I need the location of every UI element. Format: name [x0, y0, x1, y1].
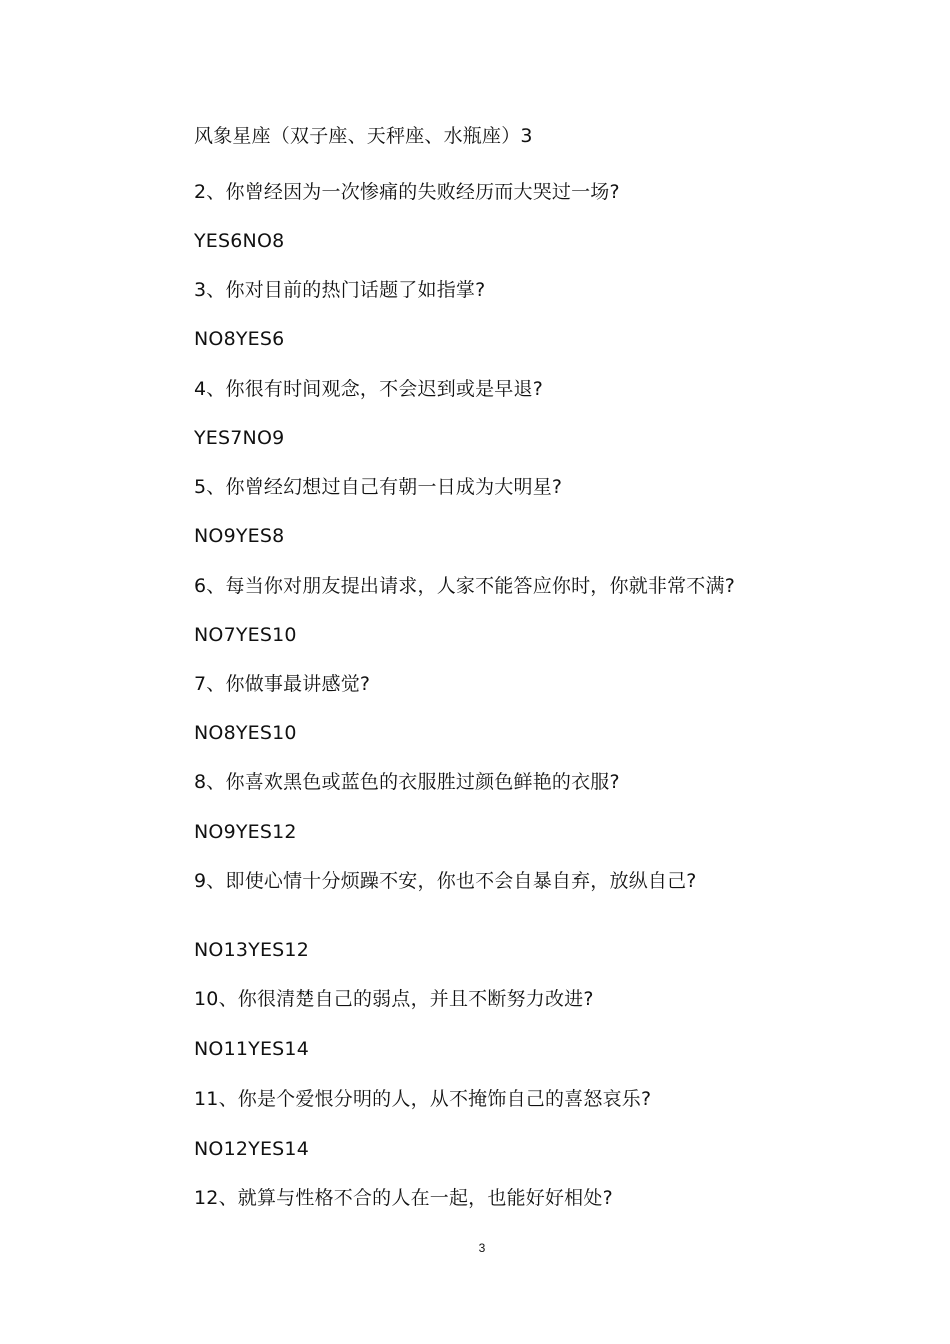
question-4: 4、你很有时间观念，不会迟到或是早退? — [194, 378, 543, 400]
section-heading: 风象星座（双子座、天秤座、水瓶座）3 — [194, 125, 533, 147]
question-2: 2、你曾经因为一次惨痛的失败经历而大哭过一场? — [194, 181, 620, 203]
answer-6: NO7YES10 — [194, 624, 297, 646]
question-8: 8、你喜欢黑色或蓝色的衣服胜过颜色鲜艳的衣服? — [194, 771, 620, 793]
answer-10: NO11YES14 — [194, 1038, 309, 1060]
question-7: 7、你做事最讲感觉? — [194, 673, 371, 695]
question-10: 10、你很清楚自己的弱点，并且不断努力改进? — [194, 988, 594, 1010]
question-11: 11、你是个爱恨分明的人，从不掩饰自己的喜怒哀乐? — [194, 1088, 652, 1110]
answer-2: YES6NO8 — [194, 230, 285, 252]
question-9: 9、即使心情十分烦躁不安，你也不会自暴自弃，放纵自己? — [194, 870, 697, 892]
page-number: 3 — [478, 1241, 486, 1255]
question-12: 12、就算与性格不合的人在一起，也能好好相处? — [194, 1187, 613, 1209]
answer-5: NO9YES8 — [194, 525, 285, 547]
answer-8: NO9YES12 — [194, 821, 297, 843]
answer-11: NO12YES14 — [194, 1138, 309, 1160]
answer-4: YES7NO9 — [194, 427, 285, 449]
question-6: 6、每当你对朋友提出请求，人家不能答应你时，你就非常不满? — [194, 575, 735, 597]
question-5: 5、你曾经幻想过自己有朝一日成为大明星? — [194, 476, 563, 498]
question-3: 3、你对目前的热门话题了如指掌? — [194, 279, 486, 301]
answer-7: NO8YES10 — [194, 722, 297, 744]
answer-9: NO13YES12 — [194, 939, 309, 961]
answer-3: NO8YES6 — [194, 328, 285, 350]
